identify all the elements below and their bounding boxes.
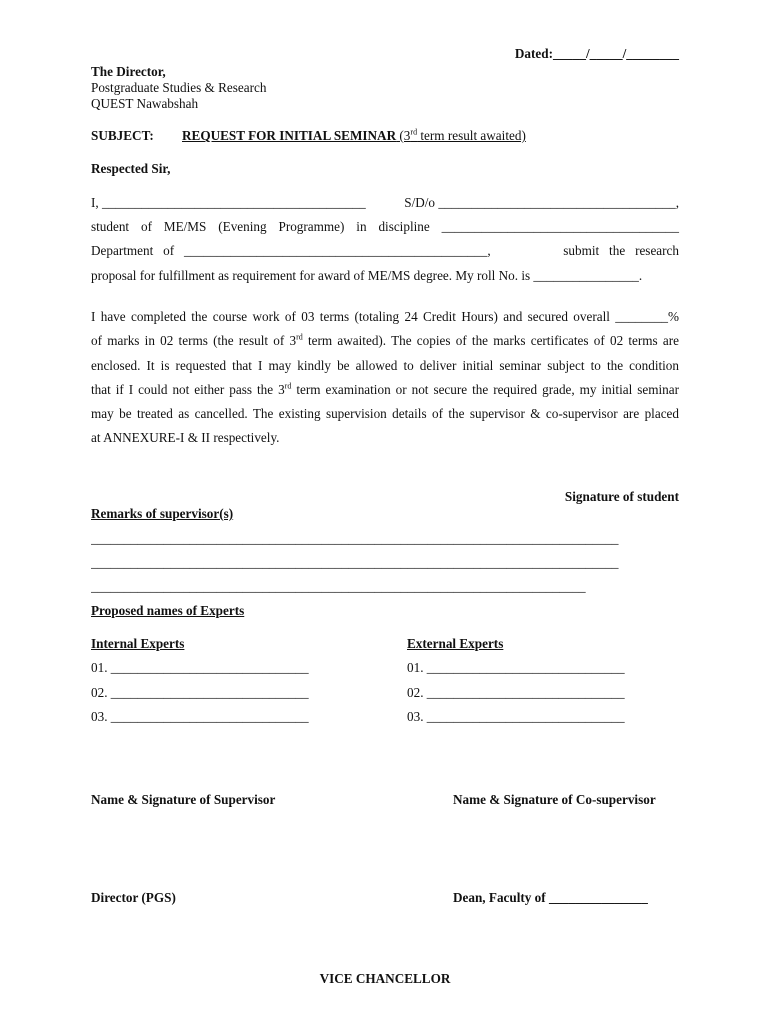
dated-field: Dated:_____/_____/________ [514,46,679,61]
addressee-institute: QUEST Nawabshah [91,96,199,111]
vice-chancellor-label: VICE CHANCELLOR [319,971,451,986]
name-field-line: I, ________________________________________ [91,195,366,210]
subject-paren-rest: term result awaited) [417,128,526,143]
external-experts-heading: External Experts [407,636,504,651]
addressee: The Director, [91,64,166,79]
remarks-line-1: ________________________________________________________________________________ [91,531,619,546]
supervisor-signature-label: Name & Signature of Supervisor [91,792,276,807]
subject-superscript: rd [410,127,418,137]
dean-label: Dean, Faculty of _______________ [453,890,648,905]
marks-line-b: term awaited). The copies of the marks certificates of 02 terms are [302,333,680,348]
remarks-line-2: ________________________________________________________________________________ [91,555,619,570]
marks-line-a: of marks in 02 terms (the result of 3 [91,333,297,348]
department-field-line: Department of ______________________________________________, [91,243,491,258]
addressee-department: Postgraduate Studies & Research [91,80,267,95]
supervision-line: may be treated as cancelled. The existing supervision details of the supervisor & co-supervisor are placed [91,406,679,421]
marks-line-superscript: rd [296,332,303,342]
marks-line [91,333,679,349]
director-label: Director (PGS) [91,890,176,905]
subject-paren-open: (3 [396,128,411,143]
internal-experts-heading: Internal Experts [91,636,185,651]
external-expert-2: 02. ______________________________ [407,685,625,700]
internal-expert-3: 03. ______________________________ [91,709,309,724]
salutation: Respected Sir, [91,161,171,176]
enclosed-line: enclosed. It is requested that I may kindly be allowed to deliver initial seminar subject to the condition [91,358,679,373]
roll-number-field-line: proposal for fulfillment as requirement for award of ME/MS degree. My roll No. is ________________. [91,268,643,283]
internal-expert-2: 02. ______________________________ [91,685,309,700]
coursework-line: I have completed the course work of 03 terms (totaling 24 Credit Hours) and secured overall ________% [91,309,679,324]
remarks-heading: Remarks of supervisor(s) [91,506,234,521]
subject-label: SUBJECT: [91,128,154,143]
experts-heading: Proposed names of Experts [91,603,245,618]
student-signature-label: Signature of student [564,489,679,504]
co-supervisor-signature-label: Name & Signature of Co-supervisor [453,792,656,807]
subject-title: REQUEST FOR INITIAL SEMINAR [182,128,397,143]
submit-proposal-text: submit the research [563,243,679,258]
parent-name-field-line: S/D/o ____________________________________, [404,195,679,210]
discipline-field-line: student of ME/MS (Evening Programme) in discipline ____________________________________ [91,219,679,234]
internal-expert-1: 01. ______________________________ [91,660,309,675]
external-expert-3: 03. ______________________________ [407,709,625,724]
condition-line-b: term examination or not secure the required grade, my initial seminar [291,382,680,397]
condition-line-superscript: rd [284,381,292,391]
remarks-line-3: ___________________________________________________________________________ [91,579,586,594]
condition-line [91,382,679,398]
condition-line-a: that if I could not either pass the 3 [91,382,285,397]
annexure-line: at ANNEXURE-I & II respectively. [91,430,280,445]
subject-line [182,128,526,144]
external-expert-1: 01. ______________________________ [407,660,625,675]
